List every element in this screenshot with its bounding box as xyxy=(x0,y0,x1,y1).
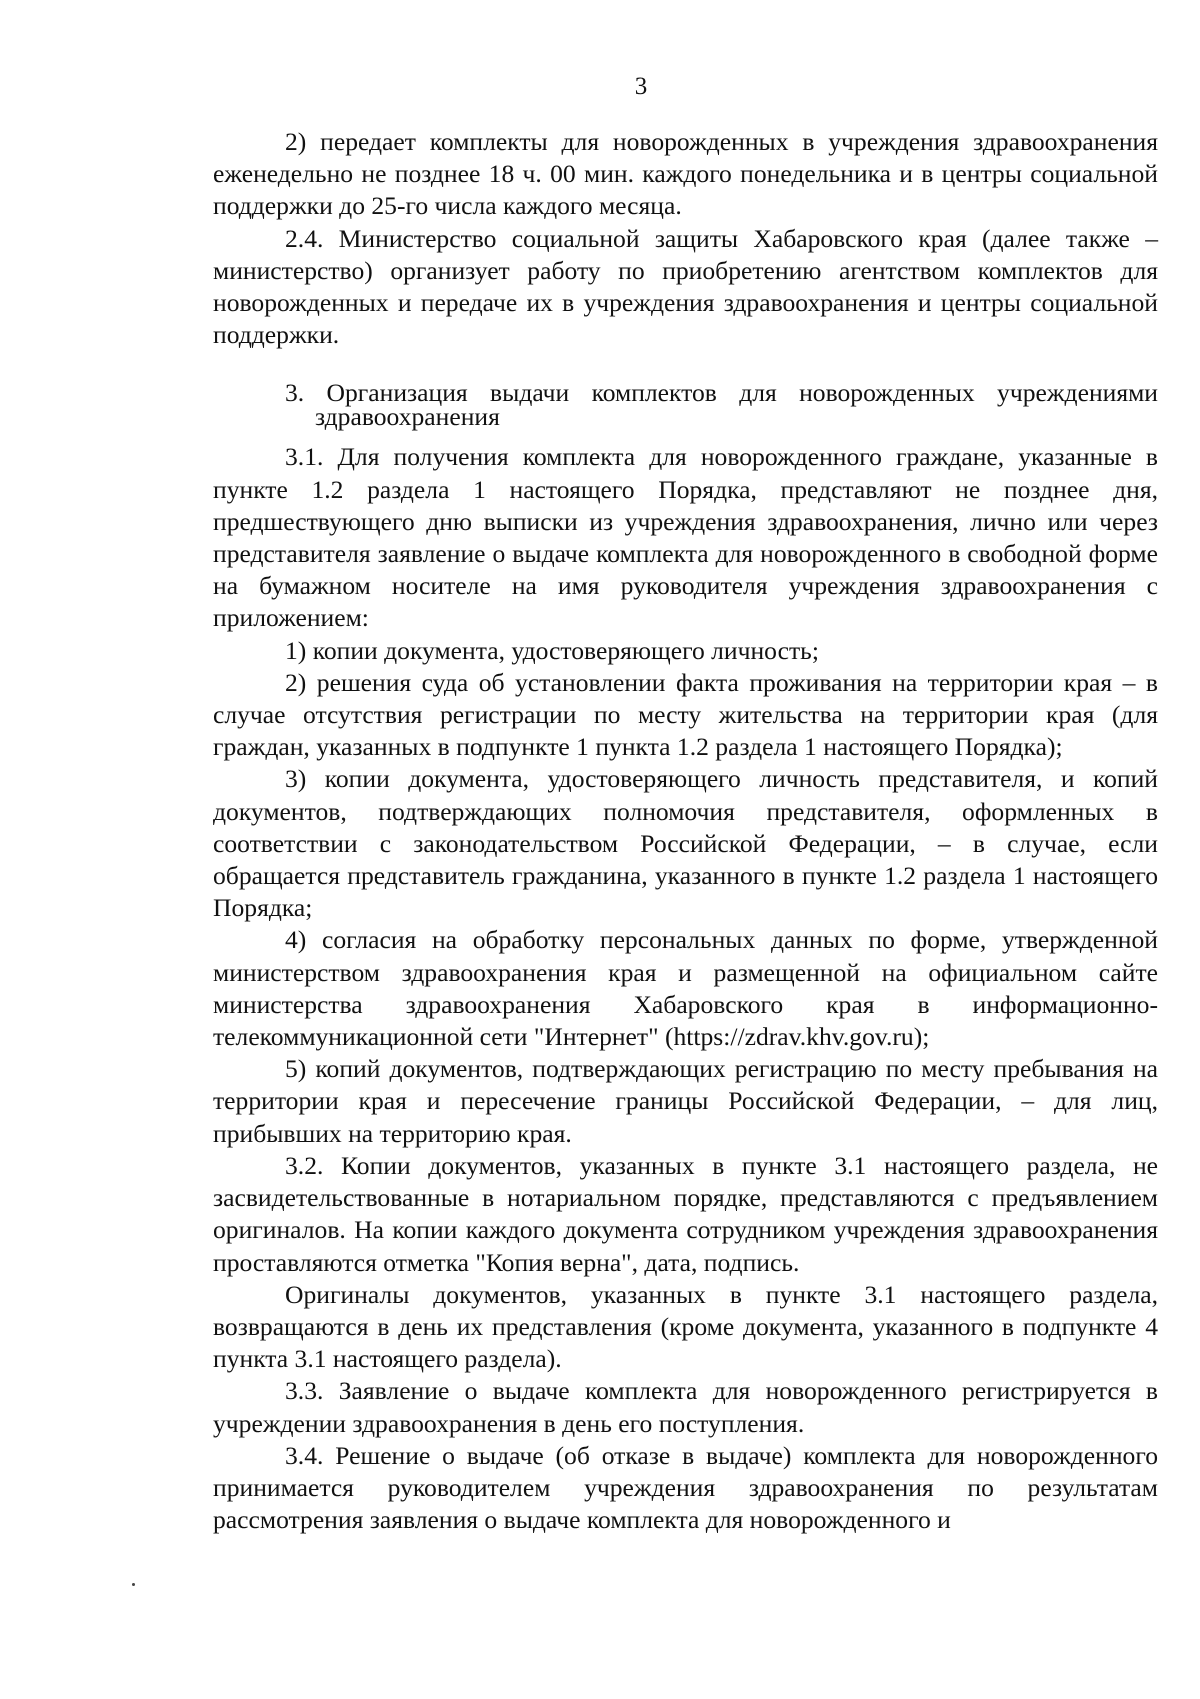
paragraph-3-3: 3.3. Заявление о выдаче комплекта для новорожденного регистрируется в учреждении здравоохранения в день его поступления. xyxy=(213,1376,1158,1438)
paragraph-2-4: 2.4. Министерство социальной защиты Хабаровского края (далее также – министерство) организует работу по приобретению агентством комплектов для новорожденных и передаче их в учреждения здравоохранения и центры социальной поддержки. xyxy=(213,223,1158,350)
list-item-3: 3) копии документа, удостоверяющего личность представителя, и копий документов, подтверждающих полномочия представителя, оформленных в соответствии с законодательством Российской Федерации, – в случае, если обращается представитель гражданина, указанного в пункте 1.2 раздела 1 настоящего Порядка; xyxy=(213,764,1158,923)
paragraph-originals: Оригиналы документов, указанных в пункте 3.1 настоящего раздела, возвращаются в день их представления (кроме документа, указанного в подпункте 4 пункта 3.1 настоящего раздела). xyxy=(213,1279,1158,1374)
paragraph-3-4: 3.4. Решение о выдаче (об отказе в выдаче) комплекта для новорожденного принимается руководителем учреждения здравоохранения по результатам рассмотрения заявления о выдаче комплекта для новорожденного и xyxy=(213,1440,1158,1535)
paragraph-item-2-2: 2) передает комплекты для новорожденных в учреждения здравоохранения еженедельно не позднее 18 ч. 00 мин. каждого понедельника и в центры социальной поддержки до 25-го числа каждого месяца. xyxy=(213,127,1158,221)
list-item-4: 4) согласия на обработку персональных данных по форме, утвержденной министерством здравоохранения края и размещенной на официальном сайте министерства здравоохранения Хабаровского края в информационно-телекоммуникационной сети "Интернет" (https://zdrav.khv.gov.ru); xyxy=(213,925,1158,1052)
document-body xyxy=(213,126,1158,1536)
scan-speck xyxy=(132,1583,135,1586)
section-heading: 3. Организация выдачи комплектов для новорожденных учреждениями здравоохранения xyxy=(285,378,1158,432)
list-item-2: 2) решения суда об установлении факта проживания на территории края – в случае отсутствия регистрации по месту жительства на территории края (для граждан, указанных в подпункте 1 пункта 1.2 раздела 1 настоящего Порядка); xyxy=(213,667,1158,762)
paragraph-3-1: 3.1. Для получения комплекта для новорожденного граждане, указанные в пункте 1.2 раздела 1 настоящего Порядка, представляют не позднее дня, предшествующего дню выписки из учреждения здравоохранения, лично или через представителя заявление о выдаче комплекта для новорожденного в свободной форме на бумажном носителе на имя руководителя учреждения здравоохранения с приложением: xyxy=(213,442,1158,633)
paragraph-3-2: 3.2. Копии документов, указанных в пункте 3.1 настоящего раздела, не засвидетельствованные в нотариальном порядке, представляются с предъявлением оригиналов. На копии каждого документа сотрудником учреждения здравоохранения проставляются отметка "Копия верна", дата, подпись. xyxy=(213,1150,1158,1277)
list-item-5: 5) копий документов, подтверждающих регистрацию по месту пребывания на территории края и пересечение границы Российской Федерации, – для лиц, прибывших на территорию края. xyxy=(213,1054,1158,1148)
page-number: 3 xyxy=(634,73,648,100)
list-item-1: 1) копии документа, удостоверяющего личность; xyxy=(285,635,819,665)
